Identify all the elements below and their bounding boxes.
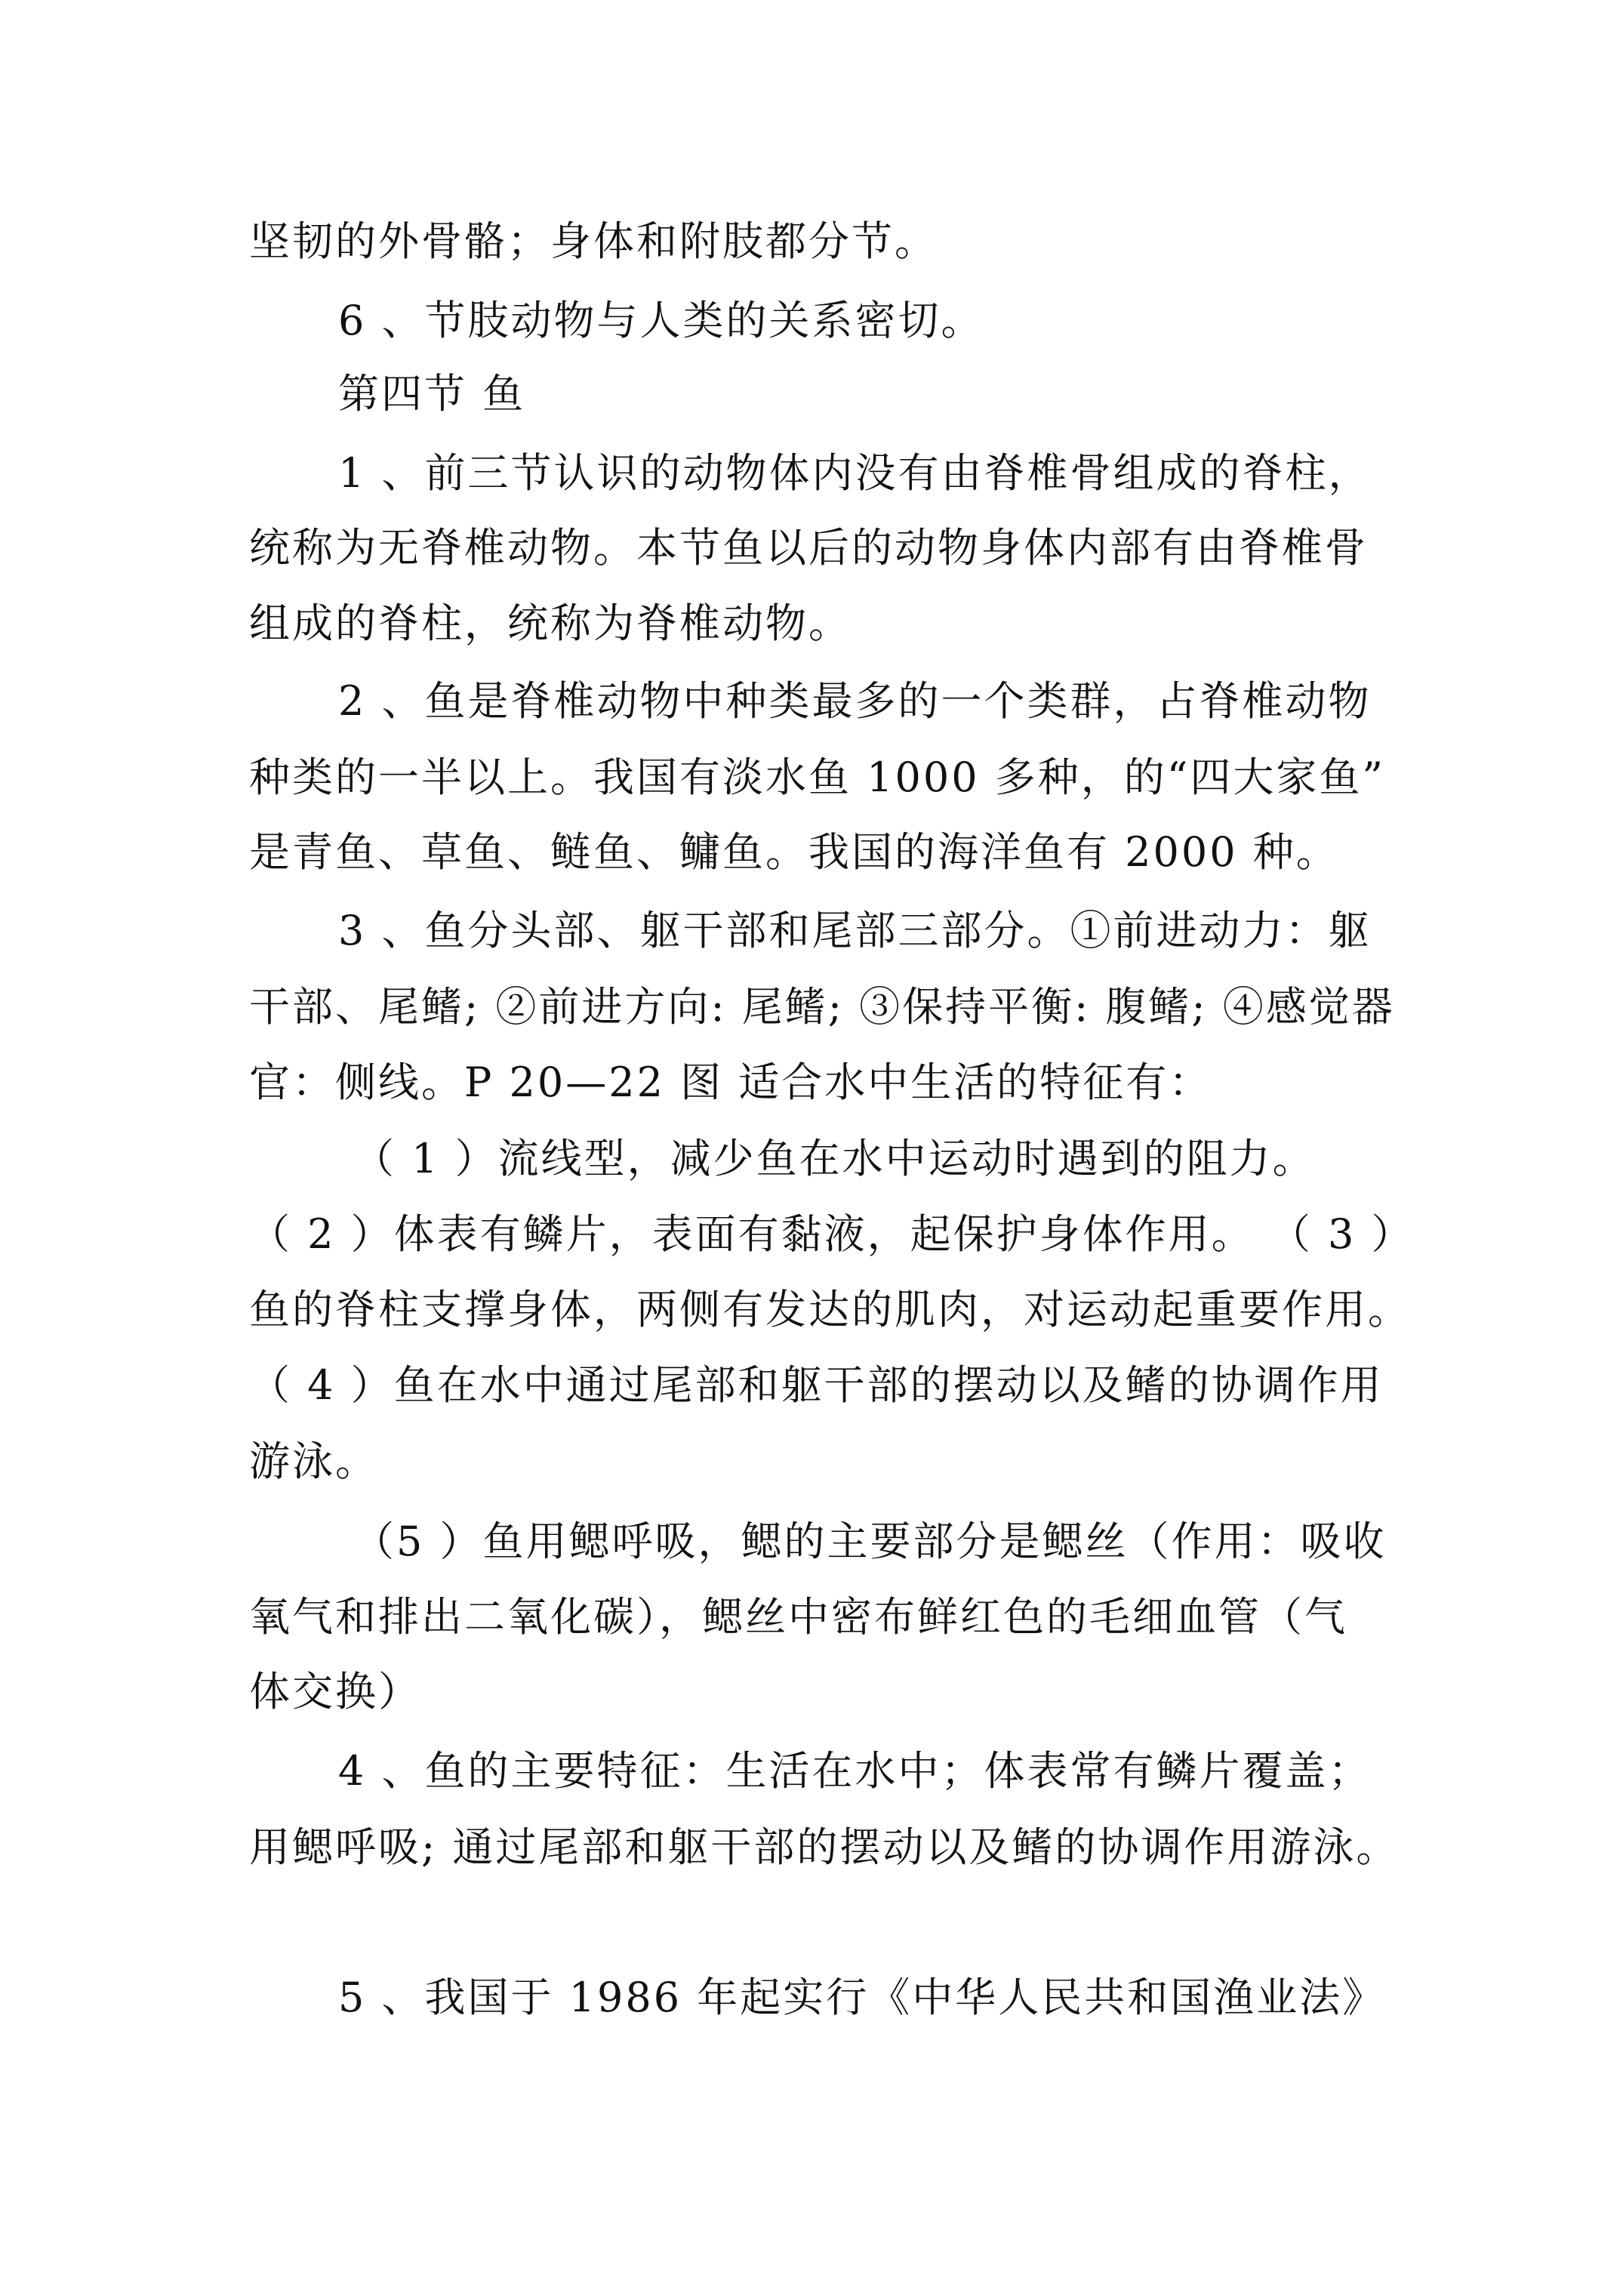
text-line: （ 4 ）鱼在水中通过尾部和躯干部的摆动以及鳍的协调作用: [249, 1361, 1384, 1409]
text-line: 组成的脊柱，统称为脊椎动物。: [249, 599, 852, 647]
text-line: 统称为无脊椎动物。本节鱼以后的动物身体内部有由脊椎骨: [249, 524, 1368, 572]
text-line: 2 、鱼是脊椎动物中种类最多的一个类群，占脊椎动物: [338, 677, 1372, 725]
text-line: 体交换）: [249, 1668, 421, 1715]
text-line: 3 、鱼分头部、躯干部和尾部三部分。①前进动力：躯: [338, 907, 1372, 954]
text-line: 是青鱼、草鱼、鲢鱼、鳙鱼。我国的海洋鱼有 2000 种。: [249, 828, 1339, 876]
text-line: 游泳。: [249, 1438, 378, 1485]
text-line: 氧气和排出二氧化碳），鳃丝中密布鲜红色的毛细血管（气: [249, 1593, 1347, 1641]
text-line: 种类的一半以上。我国有淡水鱼 1000 多种，的“四大家鱼”: [249, 754, 1385, 801]
text-line: 4 、鱼的主要特征：生活在水中；体表常有鳞片覆盖；: [338, 1747, 1372, 1795]
text-line: 6 、节肢动物与人类的关系密切。: [338, 297, 984, 344]
section-heading: 第四节 鱼: [338, 370, 526, 418]
text-line: 鱼的脊柱支撑身体，两侧有发达的肌肉，对运动起重要作用。: [249, 1286, 1411, 1333]
text-line: （ 2 ）体表有鳞片，表面有黏液，起保护身体作用。 （ 3 ）: [249, 1210, 1415, 1258]
text-line: 用鳃呼吸; 通过尾部和躯干部的摆动以及鳍的协调作用游泳。: [249, 1823, 1400, 1871]
text-line: （5 ）鱼用鳃呼吸，鳃的主要部分是鳃丝（作用：吸收: [353, 1518, 1387, 1565]
text-line: 干部、尾鳍; ②前进方向: 尾鳍; ③保持平衡: 腹鳍; ④感觉器: [249, 983, 1395, 1031]
text-line: 5 、我国于 1986 年起实行《中华人民共和国渔业法》: [338, 1974, 1386, 2021]
text-line: 1 、前三节认识的动物体内没有由脊椎骨组成的脊柱，: [338, 449, 1372, 497]
text-line: 坚韧的外骨骼；身体和附肢都分节。: [249, 217, 938, 265]
text-line: 官：侧线。P 20—22 图 适合水中生活的特征有：: [249, 1059, 1212, 1106]
text-line: （ 1 ）流线型，减少鱼在水中运动时遇到的阻力。: [353, 1135, 1316, 1182]
